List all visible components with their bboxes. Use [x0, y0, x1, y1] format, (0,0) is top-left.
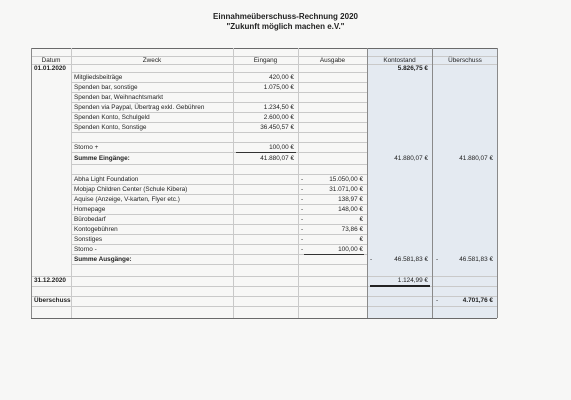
expense-zweck: Homepage — [74, 206, 106, 213]
header-ausgabe: Ausgabe — [319, 57, 346, 64]
row-line — [31, 296, 497, 297]
minus-sign: - — [301, 206, 304, 213]
row-line — [71, 102, 367, 103]
storno-plus-label: Storno + — [74, 144, 99, 151]
row-line — [71, 174, 367, 175]
income-zweck: Spenden via Paypal, Übertrag exkl. Gebühren — [74, 104, 205, 111]
minus-sign: - — [301, 226, 304, 233]
column-line — [432, 48, 433, 318]
row-line — [71, 164, 367, 165]
ueberschuss-value: 4.701,76 € — [462, 297, 493, 304]
row-line — [71, 92, 367, 93]
summe-eingaenge-kontostand: 41.880,07 € — [394, 155, 428, 162]
ueberschuss-column-shade — [433, 48, 497, 318]
header-ueberschuss: Überschuss — [448, 57, 482, 64]
minus-sign: - — [301, 196, 304, 203]
row-line — [71, 152, 367, 153]
summe-eingaenge-eingang: 41.880,07 € — [260, 155, 294, 162]
header-datum: Datum — [41, 57, 61, 64]
expense-ausgabe: 73,86 € — [341, 226, 363, 233]
expense-zweck: Storno - — [74, 246, 97, 253]
income-eingang: 420,00 € — [269, 74, 294, 81]
expense-zweck: Aquise (Anzeige, V-karten, Flyer etc.) — [74, 196, 180, 203]
opening-kontostand: 5.826,75 € — [397, 65, 428, 72]
ueberschuss-label: Überschuss — [34, 297, 71, 304]
expense-ausgabe: 15.050,00 € — [329, 176, 363, 183]
summe-eingaenge-label: Summe Eingänge: — [74, 155, 130, 162]
expense-zweck: Bürobedarf — [74, 216, 106, 223]
expense-ausgabe: 100,00 € — [338, 246, 363, 253]
summe-eingaenge-ueberschuss: 41.880,07 € — [459, 155, 493, 162]
income-eingang: 1.075,00 € — [263, 84, 294, 91]
document-title: Einnahmeüberschuss-Rechnung 2020 — [213, 12, 358, 21]
income-zweck: Spenden bar, Weihnachtsmarkt — [74, 94, 164, 101]
expense-zweck: Sonstiges — [74, 236, 103, 243]
sum-underline — [236, 152, 296, 153]
table-bottom-border — [31, 318, 497, 319]
expense-ausgabe: 138,97 € — [338, 196, 363, 203]
header-kontostand: Kontostand — [383, 57, 416, 64]
minus-sign: - — [301, 186, 304, 193]
summe-ausgaenge-label: Summe Ausgänge: — [74, 256, 132, 263]
expense-ausgabe: 31.071,00 € — [329, 186, 363, 193]
expense-zweck: Mobjap Children Center (Schule Kibera) — [74, 186, 188, 193]
row-line — [71, 264, 367, 265]
expense-ausgabe: € — [359, 216, 363, 223]
row-line — [71, 122, 367, 123]
income-zweck: Spenden bar, sonstige — [74, 84, 138, 91]
minus-sign: - — [370, 256, 373, 263]
expense-ausgabe: € — [359, 236, 363, 243]
income-eingang: 1.234,50 € — [263, 104, 294, 111]
row-line — [71, 224, 367, 225]
row-line — [71, 82, 367, 83]
storno-plus-eingang: 100,00 € — [269, 144, 294, 151]
closing-date: 31.12.2020 — [34, 277, 66, 284]
header-eingang: Eingang — [253, 57, 278, 64]
summe-ausgaenge-kontostand: 46.581,83 € — [394, 256, 428, 263]
row-line — [71, 132, 367, 133]
document-subtitle: "Zukunft möglich machen e.V." — [226, 22, 345, 31]
row-line — [71, 194, 367, 195]
row-line — [71, 234, 367, 235]
row-line — [71, 244, 367, 245]
row-line — [71, 184, 367, 185]
minus-sign: - — [436, 297, 439, 304]
income-eingang: 36.450,57 € — [260, 124, 294, 131]
sum-underline — [304, 254, 364, 255]
table-top-border — [31, 48, 497, 49]
summe-ausgaenge-ueberschuss: 46.581,83 € — [459, 256, 493, 263]
minus-sign: - — [436, 256, 439, 263]
header-zweck: Zweck — [142, 57, 162, 64]
closing-kontostand: 1.124,99 € — [397, 277, 428, 284]
balance-double-underline — [370, 285, 430, 287]
minus-sign: - — [301, 236, 304, 243]
income-zweck: Spenden Konto, Sonstige — [74, 124, 147, 131]
income-eingang: 2.600,00 € — [263, 114, 294, 121]
income-zweck: Mitgliedsbeiträge — [74, 74, 123, 81]
opening-date: 01.01.2020 — [34, 65, 66, 72]
minus-sign: - — [301, 176, 304, 183]
expense-zweck: Abha Light Foundation — [74, 176, 139, 183]
expense-ausgabe: 148,00 € — [338, 206, 363, 213]
table-right-border — [497, 48, 498, 318]
row-line — [71, 204, 367, 205]
row-line — [71, 142, 367, 143]
row-line — [71, 214, 367, 215]
minus-sign: - — [301, 246, 304, 253]
expense-zweck: Kontogebühren — [74, 226, 118, 233]
row-line — [71, 112, 367, 113]
table-left-border — [31, 48, 32, 318]
row-line — [31, 306, 497, 307]
minus-sign: - — [301, 216, 304, 223]
row-line — [71, 72, 367, 73]
income-zweck: Spenden Konto, Schulgeld — [74, 114, 150, 121]
column-line — [71, 48, 72, 318]
